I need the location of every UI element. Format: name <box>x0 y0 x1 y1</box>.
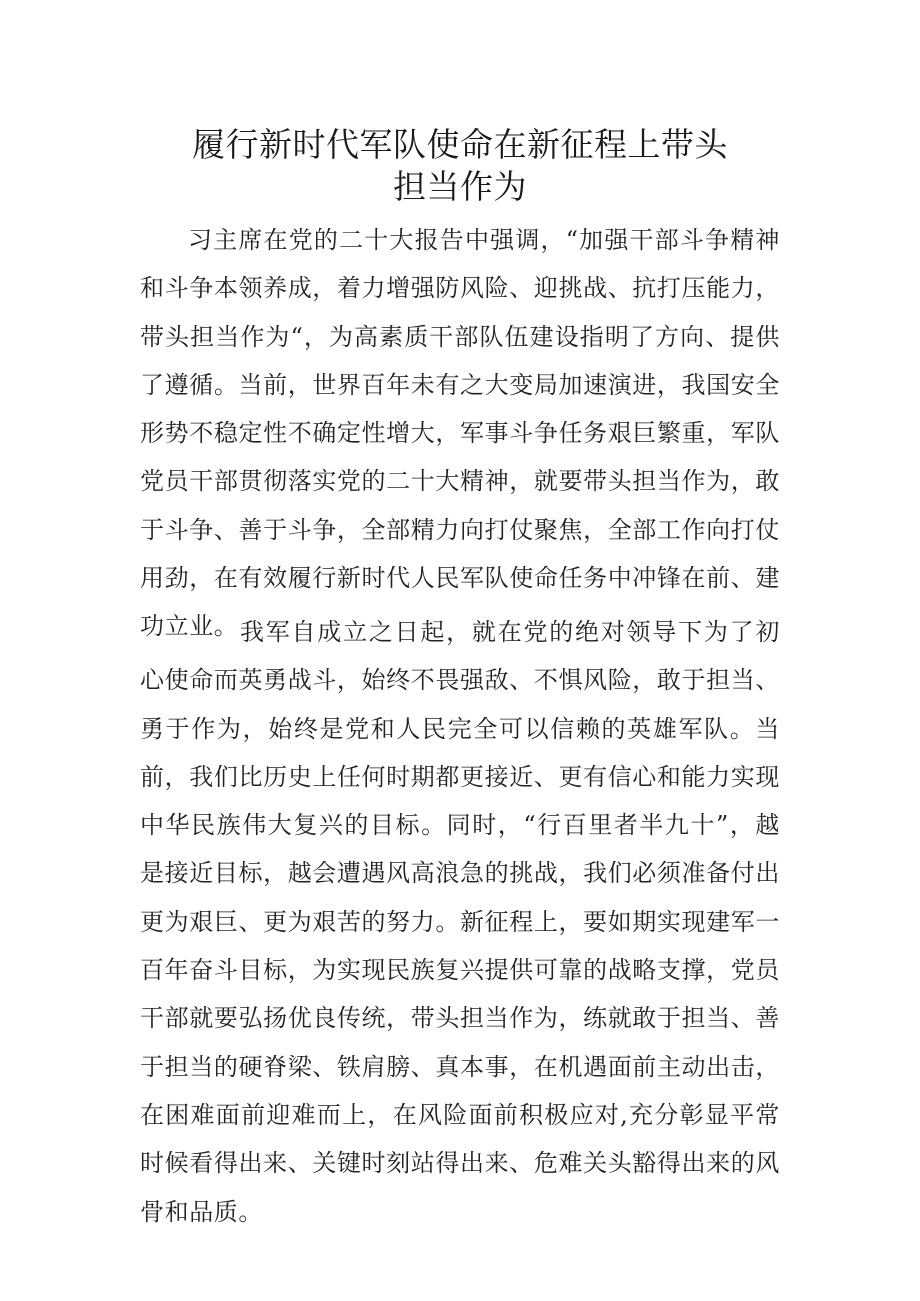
document-title-line-1: 履行新时代军队使命在新征程上带头 <box>192 125 728 164</box>
document-title-line-2: 担当作为 <box>393 167 527 206</box>
body-paragraph-2: 我军自成立之日起，就在党的绝对领导下为了初心使命而英勇战斗，始终不畏强敌、不惧风险，敢于担当、勇于作为，始终是党和人民完全可以信赖的英雄军队。当前，我们比历史上任何时期都更接近、更有信心和能力实现中华民族伟大复兴的目标。同时，“行百里者半九十”，越是接近目标，越会遭遇风高浪急的挑战，我们必须准备付出更为艰巨、更为艰苦的努力。新征程上，要如期实现建军一百年奋斗目标，为实现民族复兴提供可靠的战略支撑，党员干部就要弘扬优良传统，带头担当作为，练就敢于担当、善于担当的硬脊梁、铁肩膀、真本事，在机遇面前主动出击，在困难面前迎难而上，在风险面前积极应对,充分彰显平常时候看得出来、关键时刻站得出来、危难关头豁得出来的风骨和品质。 <box>140 618 780 1226</box>
body-paragraph-1: 习主席在党的二十大报告中强调，“加强干部斗争精神和斗争本领养成，着力增强防风险、迎挑战、抗打压能力，带头担当作为“，为高素质干部队伍建设指明了方向、提供了遵循。当前，世界百年未有之大变局加速演进，我国安全形势不稳定性不确定性增大，军事斗争任务艰巨繁重，军队党员干部贯彻落实党的二十大精神，就要带头担当作为，敢于斗争、善于斗争，全部精力向打仗聚焦，全部工作向打仗用劲，在有效履行新时代人民军队使命任务中冲锋在前、建功立业。 <box>140 226 780 641</box>
